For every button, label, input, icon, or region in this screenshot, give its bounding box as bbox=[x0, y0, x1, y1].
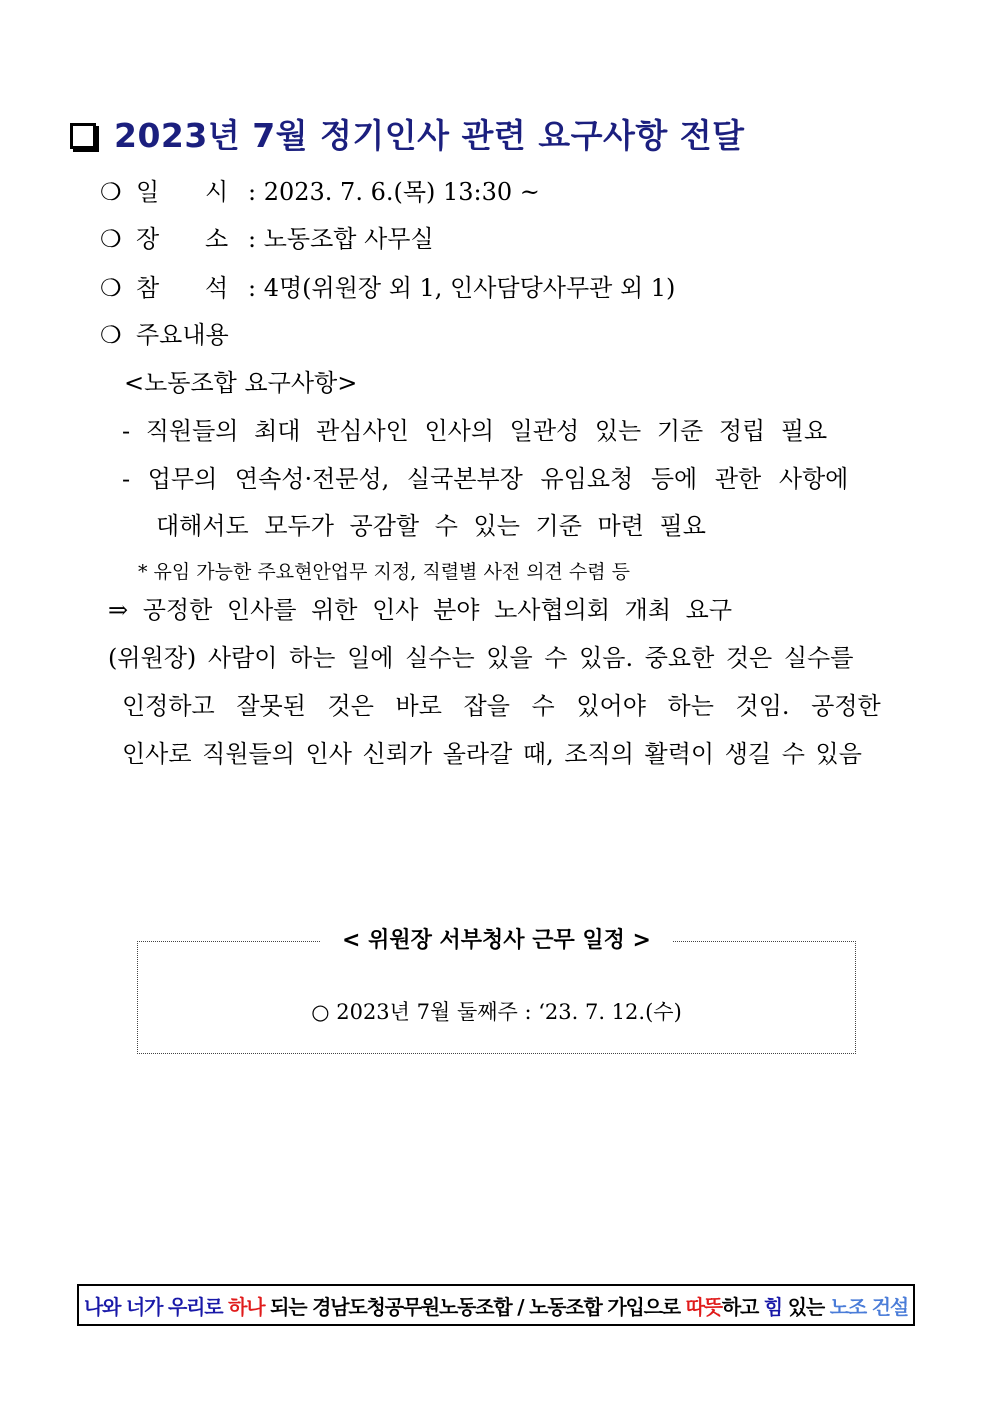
circle-bullet-icon: ❍ bbox=[100, 178, 122, 206]
note-line: * 유임 가능한 주요현안업무 지정, 직렬별 사전 의견 수렴 등 bbox=[138, 561, 631, 583]
footer-slogan-part: 있는 bbox=[781, 1294, 830, 1319]
place-value: : 노동조합 사무실 bbox=[248, 225, 434, 253]
footer-slogan-part: 나와 너가 우리로 bbox=[83, 1294, 229, 1319]
schedule-box bbox=[137, 928, 856, 1054]
footer-slogan-part: 되는 경남도청공무원노동조합 / 노동조합 가입으로 bbox=[264, 1294, 686, 1319]
meta-date bbox=[100, 176, 540, 208]
page-title-row bbox=[70, 110, 745, 157]
demand-line: - 직원들의 최대 관심사인 인사의 일관성 있는 기준 정립 필요 bbox=[122, 417, 828, 445]
attendees-label: 참 석 bbox=[136, 274, 229, 302]
circle-bullet-icon: ❍ bbox=[100, 274, 122, 302]
footer-slogan-part: 노조 건설 bbox=[829, 1294, 908, 1319]
demand-line: - 업무의 연속성·전문성, 실국본부장 유임요청 등에 관한 사항에 bbox=[122, 465, 849, 493]
demand-line: 대해서도 모두가 공감할 수 있는 기준 마련 필요 bbox=[156, 512, 706, 540]
checkbox-square-icon bbox=[70, 123, 96, 149]
date-label: 일 시 bbox=[136, 178, 229, 206]
chair-remark-line: 인사로 직원들의 인사 신뢰가 올라갈 때, 조직의 활력이 생길 수 있음 bbox=[122, 740, 862, 768]
meta-attendees bbox=[100, 272, 675, 304]
attendees-value: : 4명(위원장 외 1, 인사담당사무관 외 1) bbox=[248, 274, 676, 302]
chair-remark-line: 인정하고 잘못된 것은 바로 잡을 수 있어야 하는 것임. 공정한 bbox=[122, 692, 881, 720]
union-heading: <노동조합 요구사항> bbox=[124, 369, 358, 397]
page-title: 2023년 7월 정기인사 관련 요구사항 전달 bbox=[114, 116, 745, 155]
footer-slogan-part: 따뜻 bbox=[685, 1294, 722, 1319]
place-label: 장 소 bbox=[136, 225, 229, 253]
circle-bullet-icon: ❍ bbox=[100, 321, 122, 349]
content-label: 주요내용 bbox=[136, 321, 229, 349]
schedule-item: ○ 2023년 7월 둘째주 : ‘23. 7. 12.(수) bbox=[311, 1000, 682, 1024]
date-value: : 2023. 7. 6.(목) 13:30 ~ bbox=[248, 178, 540, 206]
footer-slogan-part: 하나 bbox=[228, 1294, 265, 1319]
footer-slogan-part: 힘 bbox=[763, 1294, 782, 1319]
conclusion-line: ⇒ 공정한 인사를 위한 인사 분야 노사협의회 개최 요구 bbox=[108, 596, 733, 624]
circle-bullet-icon: ❍ bbox=[100, 225, 122, 253]
footer-slogan-part: 하고 bbox=[721, 1294, 764, 1319]
chair-remark-line: (위원장) 사람이 하는 일에 실수는 있을 수 있음. 중요한 것은 실수를 bbox=[108, 644, 854, 672]
meta-content bbox=[100, 319, 229, 351]
footer-slogan bbox=[77, 1284, 915, 1326]
schedule-title: < 위원장 서부청사 근무 일정 > bbox=[320, 923, 673, 954]
meta-place bbox=[100, 223, 434, 255]
